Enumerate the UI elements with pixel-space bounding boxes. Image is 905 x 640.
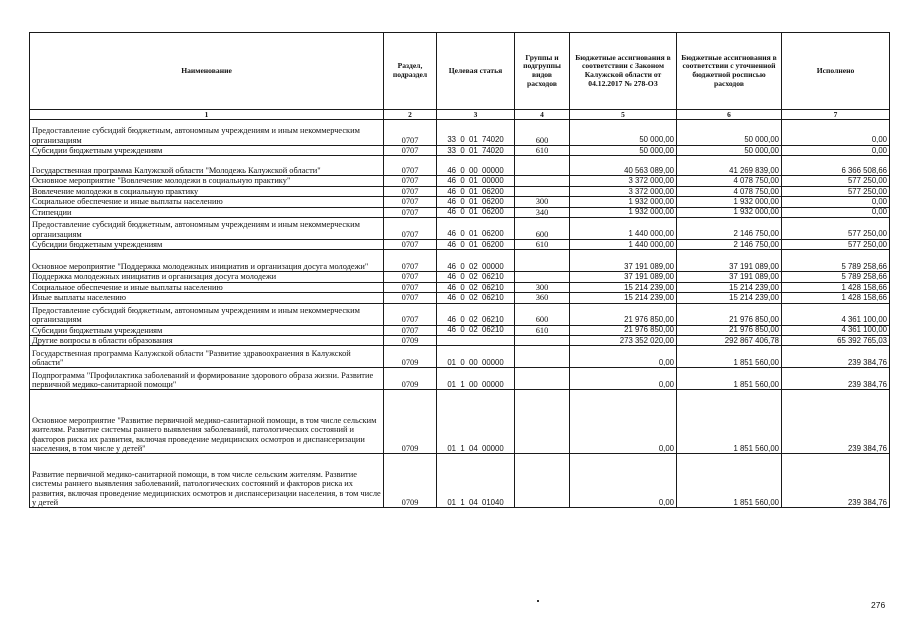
table-row: [30, 325, 890, 335]
row-name: Предоставление субсидий бюджетным, автономным учреждениям и иным некоммерческим организациям: [30, 218, 384, 240]
row-executed: 239 384,76: [782, 368, 890, 390]
row-name: Развитие первичной медико-санитарной помощи, в том числе сельским жителям. Развитие системы раннего выявления заболеваний, патологических состояний и факторов риска их развития, включая проведение медицинских осмотров и диспансеризации населения, в том числе у детей: [30, 454, 384, 508]
row-executed: 239 384,76: [782, 346, 890, 368]
table-row: [30, 368, 890, 390]
row-group: [515, 454, 570, 508]
row-refined-allocation: 21 976 850,00: [677, 303, 782, 325]
row-executed: 577 250,00: [782, 240, 890, 250]
row-refined-allocation: 1 932 000,00: [677, 207, 782, 217]
table-row: [30, 240, 890, 250]
row-law-allocation: 15 214 239,00: [570, 293, 677, 303]
row-section: 0709: [384, 336, 437, 346]
row-target: 46 0 02 00000: [437, 250, 515, 272]
column-number: 6: [677, 110, 782, 120]
budget-table: [29, 32, 890, 508]
row-executed: 0,00: [782, 197, 890, 207]
table-row: [30, 272, 890, 282]
row-group: [515, 390, 570, 454]
row-law-allocation: 0,00: [570, 454, 677, 508]
row-refined-allocation: 37 191 089,00: [677, 250, 782, 272]
row-section: 0707: [384, 120, 437, 146]
header-target: Целевая статья: [437, 33, 515, 110]
row-law-allocation: 50 000,00: [570, 120, 677, 146]
row-group: 300: [515, 197, 570, 207]
row-section: 0709: [384, 454, 437, 508]
row-law-allocation: 15 214 239,00: [570, 282, 677, 292]
page-number: 276: [871, 600, 886, 610]
row-name: Государственная программа Калужской области "Молодежь Калужской области": [30, 156, 384, 176]
row-law-allocation: 3 372 000,00: [570, 186, 677, 196]
row-executed: 1 428 158,66: [782, 293, 890, 303]
row-executed: 4 361 100,00: [782, 303, 890, 325]
row-section: 0707: [384, 293, 437, 303]
row-name: Основное мероприятие "Вовлечение молодежи в социальную практику": [30, 176, 384, 186]
row-refined-allocation: 1 932 000,00: [677, 197, 782, 207]
row-target: 46 0 01 00000: [437, 176, 515, 186]
row-name: Государственная программа Калужской области "Развитие здравоохранения в Калужской области": [30, 346, 384, 368]
row-name: Субсидии бюджетным учреждениям: [30, 325, 384, 335]
row-section: 0707: [384, 207, 437, 217]
row-refined-allocation: 15 214 239,00: [677, 282, 782, 292]
table-body: [30, 120, 890, 508]
row-refined-allocation: 1 851 560,00: [677, 454, 782, 508]
row-refined-allocation: 292 867 406,78: [677, 336, 782, 346]
row-executed: 239 384,76: [782, 454, 890, 508]
row-executed: 577 250,00: [782, 218, 890, 240]
row-group: 340: [515, 207, 570, 217]
row-target: 46 0 02 06210: [437, 325, 515, 335]
row-target: 33 0 01 74020: [437, 146, 515, 156]
row-group: [515, 156, 570, 176]
row-refined-allocation: 15 214 239,00: [677, 293, 782, 303]
row-section: 0707: [384, 146, 437, 156]
row-group: 600: [515, 218, 570, 240]
row-executed: 0,00: [782, 120, 890, 146]
row-executed: 0,00: [782, 207, 890, 217]
table-row: [30, 176, 890, 186]
row-refined-allocation: 2 146 750,00: [677, 240, 782, 250]
row-law-allocation: 1 932 000,00: [570, 207, 677, 217]
row-target: 01 1 04 01040: [437, 454, 515, 508]
row-executed: 577 250,00: [782, 176, 890, 186]
row-executed: 239 384,76: [782, 390, 890, 454]
row-name: Вовлечение молодежи в социальную практику: [30, 186, 384, 196]
row-law-allocation: 50 000,00: [570, 146, 677, 156]
row-law-allocation: 21 976 850,00: [570, 325, 677, 335]
row-law-allocation: 1 440 000,00: [570, 218, 677, 240]
row-group: [515, 186, 570, 196]
column-number-row: [30, 110, 890, 120]
row-section: 0709: [384, 390, 437, 454]
header-group: Группы и подгруппы видов расходов: [515, 33, 570, 110]
table-row: [30, 218, 890, 240]
row-target: 01 1 04 00000: [437, 390, 515, 454]
row-law-allocation: 0,00: [570, 368, 677, 390]
row-name: Основное мероприятие "Развитие первичной медико-санитарной помощи, в том числе сельским жителям. Развитие системы раннего выявления заболеваний, патологических состояний и факторов риска их развития, включая проведение медицинских осмотров и диспансеризации населения, в том числе у детей": [30, 390, 384, 454]
table-row: [30, 207, 890, 217]
row-executed: 0,00: [782, 146, 890, 156]
header-executed: Исполнено: [782, 33, 890, 110]
row-name: Подпрограмма "Профилактика заболеваний и формирование здорового образа жизни. Развитие первичной медико-санитарной помощи": [30, 368, 384, 390]
row-executed: 6 366 508,66: [782, 156, 890, 176]
row-refined-allocation: 50 000,00: [677, 120, 782, 146]
header-refined-allocation: Бюджетные ассигнования в соответствии с уточненной бюджетной росписью расходов: [677, 33, 782, 110]
row-group: 610: [515, 325, 570, 335]
row-target: 01 0 00 00000: [437, 346, 515, 368]
table-row: [30, 156, 890, 176]
row-section: 0707: [384, 303, 437, 325]
table-row: [30, 197, 890, 207]
row-law-allocation: 21 976 850,00: [570, 303, 677, 325]
row-group: 610: [515, 240, 570, 250]
row-target: 33 0 01 74020: [437, 120, 515, 146]
row-refined-allocation: 1 851 560,00: [677, 368, 782, 390]
row-refined-allocation: 4 078 750,00: [677, 186, 782, 196]
row-group: 360: [515, 293, 570, 303]
row-law-allocation: 37 191 089,00: [570, 250, 677, 272]
row-refined-allocation: 21 976 850,00: [677, 325, 782, 335]
table-row: [30, 282, 890, 292]
row-group: 600: [515, 303, 570, 325]
row-target: 46 0 00 00000: [437, 156, 515, 176]
row-refined-allocation: 41 269 839,00: [677, 156, 782, 176]
row-target: 46 0 01 06200: [437, 186, 515, 196]
row-group: 300: [515, 282, 570, 292]
header-law-allocation: Бюджетные ассигнования в соответствии с Законом Калужской области от 04.12.2017 № 278-ОЗ: [570, 33, 677, 110]
row-target: 46 0 02 06210: [437, 272, 515, 282]
row-group: [515, 250, 570, 272]
row-name: Основное мероприятие "Поддержка молодежных инициатив и организация досуга молодежи": [30, 250, 384, 272]
row-target: 46 0 01 06200: [437, 218, 515, 240]
table-row: [30, 186, 890, 196]
row-group: 600: [515, 120, 570, 146]
column-number: 7: [782, 110, 890, 120]
row-section: 0707: [384, 176, 437, 186]
table-row: [30, 293, 890, 303]
row-name: Иные выплаты населению: [30, 293, 384, 303]
row-target: 46 0 02 06210: [437, 303, 515, 325]
column-number: 2: [384, 110, 437, 120]
column-number: 3: [437, 110, 515, 120]
table-row: [30, 146, 890, 156]
row-target: 46 0 01 06200: [437, 197, 515, 207]
row-section: 0707: [384, 156, 437, 176]
row-refined-allocation: 1 851 560,00: [677, 346, 782, 368]
row-executed: 1 428 158,66: [782, 282, 890, 292]
row-name: Предоставление субсидий бюджетным, автономным учреждениям и иным некоммерческим организациям: [30, 120, 384, 146]
row-law-allocation: 0,00: [570, 390, 677, 454]
row-refined-allocation: 2 146 750,00: [677, 218, 782, 240]
row-name: Субсидии бюджетным учреждениям: [30, 146, 384, 156]
row-law-allocation: 3 372 000,00: [570, 176, 677, 186]
row-law-allocation: 37 191 089,00: [570, 272, 677, 282]
row-group: [515, 346, 570, 368]
row-section: 0707: [384, 250, 437, 272]
table-row: [30, 390, 890, 454]
row-target: 46 0 02 06210: [437, 282, 515, 292]
column-number: 1: [30, 110, 384, 120]
row-refined-allocation: 1 851 560,00: [677, 390, 782, 454]
row-target: 46 0 02 06210: [437, 293, 515, 303]
row-law-allocation: 1 932 000,00: [570, 197, 677, 207]
row-group: 610: [515, 146, 570, 156]
row-name: Предоставление субсидий бюджетным, автономным учреждениям и иным некоммерческим организациям: [30, 303, 384, 325]
row-section: 0707: [384, 272, 437, 282]
row-section: 0707: [384, 240, 437, 250]
row-law-allocation: 0,00: [570, 346, 677, 368]
row-executed: 65 392 765,03: [782, 336, 890, 346]
row-law-allocation: 40 563 089,00: [570, 156, 677, 176]
row-section: 0709: [384, 368, 437, 390]
header-section: Раздел, подраздел: [384, 33, 437, 110]
row-name: Поддержка молодежных инициатив и организация досуга молодежи: [30, 272, 384, 282]
row-name: Субсидии бюджетным учреждениям: [30, 240, 384, 250]
row-target: 46 0 01 06200: [437, 207, 515, 217]
row-section: 0707: [384, 186, 437, 196]
scan-speck: [537, 600, 539, 602]
row-section: 0709: [384, 346, 437, 368]
row-law-allocation: 273 352 020,00: [570, 336, 677, 346]
row-name: Социальное обеспечение и иные выплаты населению: [30, 282, 384, 292]
row-group: [515, 176, 570, 186]
column-number: 5: [570, 110, 677, 120]
row-refined-allocation: 37 191 089,00: [677, 272, 782, 282]
row-group: [515, 336, 570, 346]
table-row: [30, 250, 890, 272]
row-refined-allocation: 50 000,00: [677, 146, 782, 156]
row-refined-allocation: 4 078 750,00: [677, 176, 782, 186]
row-section: 0707: [384, 197, 437, 207]
row-name: Другие вопросы в области образования: [30, 336, 384, 346]
header-name: Наименование: [30, 33, 384, 110]
table-row: [30, 303, 890, 325]
row-law-allocation: 1 440 000,00: [570, 240, 677, 250]
table-row: [30, 454, 890, 508]
row-name: Социальное обеспечение и иные выплаты населению: [30, 197, 384, 207]
row-group: [515, 368, 570, 390]
row-name: Стипендии: [30, 207, 384, 217]
row-executed: 5 789 258,66: [782, 272, 890, 282]
row-target: 46 0 01 06200: [437, 240, 515, 250]
row-executed: 577 250,00: [782, 186, 890, 196]
row-section: 0707: [384, 282, 437, 292]
row-section: 0707: [384, 218, 437, 240]
table-row: [30, 346, 890, 368]
row-group: [515, 272, 570, 282]
row-section: 0707: [384, 325, 437, 335]
row-executed: 5 789 258,66: [782, 250, 890, 272]
header-row: [30, 33, 890, 110]
table-row: [30, 120, 890, 146]
row-target: [437, 336, 515, 346]
row-target: 01 1 00 00000: [437, 368, 515, 390]
table-row: [30, 336, 890, 346]
column-number: 4: [515, 110, 570, 120]
row-executed: 4 361 100,00: [782, 325, 890, 335]
